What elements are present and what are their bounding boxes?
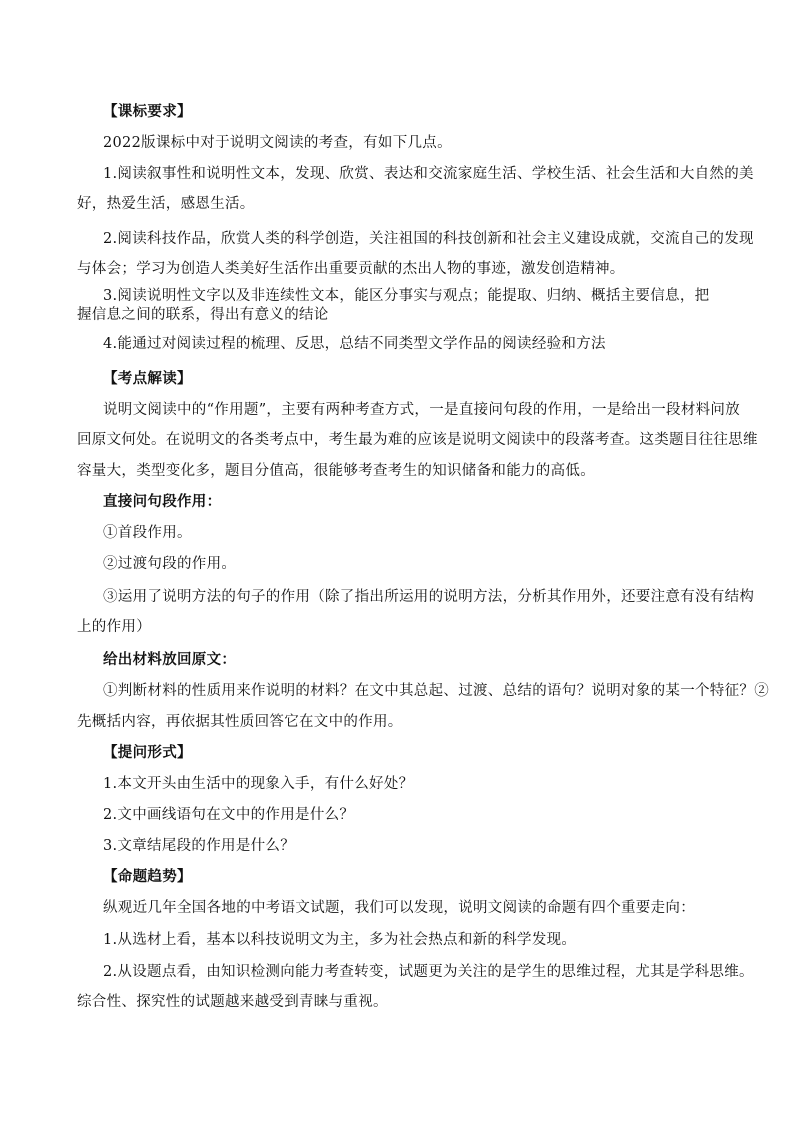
question-form-1: 1.本文开头由生活中的现象入手，有什么好处？: [103, 776, 414, 792]
key-points-line-1: 说明文阅读中的“作用题”，主要有两种考查方式，一是直接问句段的作用，一是给出一段材料问放: [103, 402, 741, 418]
heading-question-forms: 【提问形式】: [103, 744, 192, 761]
trend-1: 1.从选材上看，基本以科技说明文为主，多为社会热点和新的科学发现。: [103, 932, 577, 948]
requirement-2-line-2: 与体会；学习为创造人类美好生活作出重要贡献的杰出人物的事迹，激发创造精神。: [77, 261, 625, 277]
direct-item-3-line-1: ③运用了说明方法的句子的作用（除了指出所运用的说明方法，分析其作用外，还要注意有没有结构: [103, 589, 755, 605]
trend-2-line-2: 综合性、探究性的试题越来越受到青睐与重视。: [77, 994, 388, 1010]
direct-item-1: ①首段作用。: [103, 525, 192, 541]
trend-2-line-1: 2.从设题点看，由知识检测向能力考查转变，试题更为关注的是学生的思维过程，尤其是学科思维。: [103, 964, 754, 980]
material-line-2: 先概括内容，再依据其性质回答它在文中的作用。: [77, 714, 403, 730]
requirement-3-line-1: 3.阅读说明性文字以及非连续性文本，能区分事实与观点；能提取、归纳、概括主要信息，把: [103, 288, 710, 304]
key-points-line-3: 容量大，类型变化多，题目分值高，很能够考查考生的知识储备和能力的高低。: [77, 463, 595, 479]
direct-item-2: ②过渡句段的作用。: [103, 556, 237, 572]
trends-intro: 纵观近几年全国各地的中考语文试题，我们可以发现，说明文阅读的命题有四个重要走向：: [103, 900, 695, 916]
requirement-1-line-1: 1.阅读叙事性和说明性文本，发现、欣赏、表达和交流家庭生活、学校生活、社会生活和大自然的美: [103, 166, 754, 182]
requirement-3-line-2: 握信息之间的联系，得出有意义的结论: [77, 307, 329, 323]
question-form-2: 2.文中画线语句在文中的作用是什么？: [103, 807, 355, 823]
requirement-1-line-2: 好，热爱生活，感恩生活。: [77, 196, 255, 212]
requirement-4: 4.能通过对阅读过程的梳理、反思，总结不同类型文学作品的阅读经验和方法: [103, 336, 606, 352]
material-line-1: ①判断材料的性质用来作说明的材料？在文中其总起、过渡、总结的语句？说明对象的某一个特征？②: [103, 683, 769, 699]
heading-curriculum-requirements: 【课标要求】: [103, 103, 192, 120]
curriculum-intro: 2022版课标中对于说明文阅读的考查，有如下几点。: [103, 135, 452, 151]
subheading-direct-question: 直接问句段作用：: [103, 493, 222, 510]
direct-item-3-line-2: 上的作用）: [77, 619, 151, 635]
key-points-line-2: 回原文何处。在说明文的各类考点中，考生最为难的应该是说明文阅读中的段落考查。这类题目往往思维: [77, 432, 758, 448]
heading-key-points: 【考点解读】: [103, 370, 192, 387]
question-form-3: 3.文章结尾段的作用是什么？: [103, 838, 296, 854]
subheading-material-placement: 给出材料放回原文：: [103, 651, 237, 668]
heading-trends: 【命题趋势】: [103, 868, 192, 885]
requirement-2-line-1: 2.阅读科技作品，欣赏人类的科学创造，关注祖国的科技创新和社会主义建设成就，交流自己的发现: [103, 231, 754, 247]
